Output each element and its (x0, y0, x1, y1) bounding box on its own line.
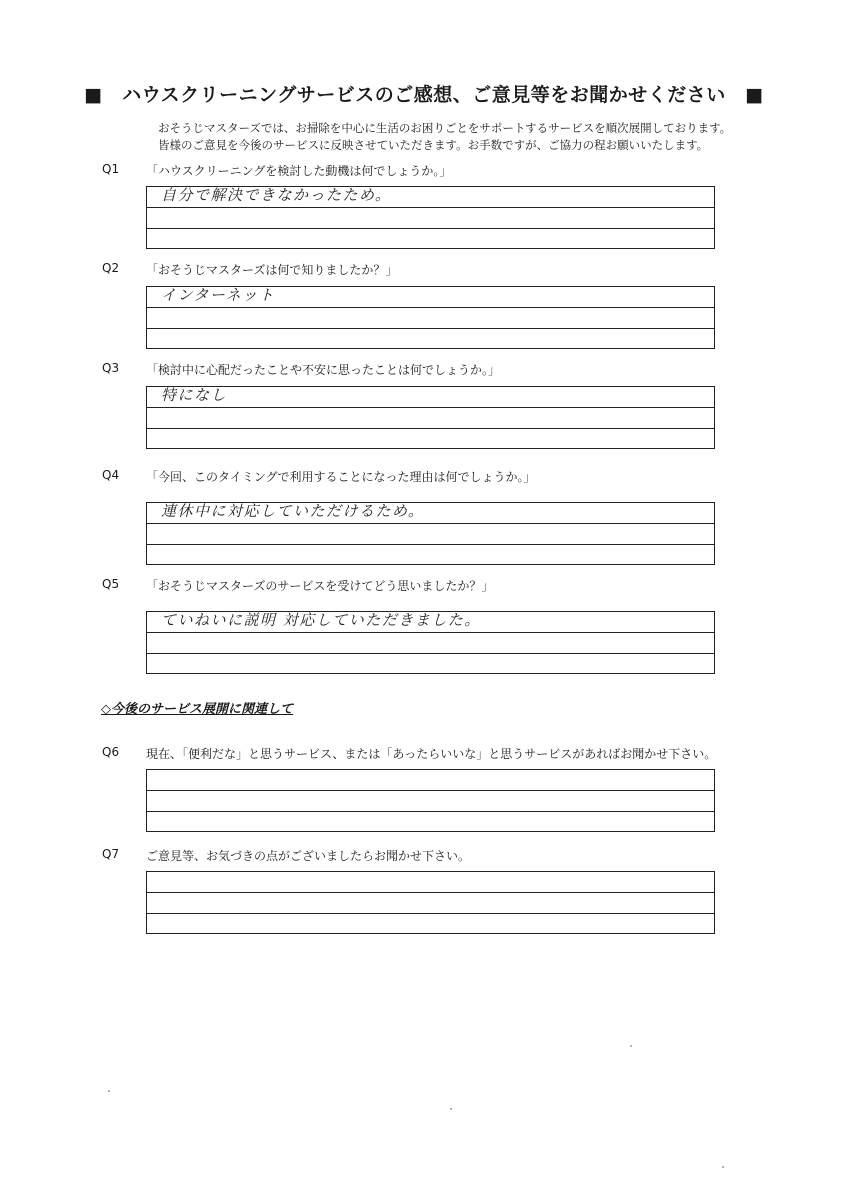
answer-box[interactable] (146, 502, 715, 565)
question-text: 「今回、このタイミングで利用することになった理由は何でしょうか。」 (146, 470, 536, 484)
question-text: 「おそうじマスターズは何で知りましたか？」 (146, 263, 398, 277)
answer-rule (147, 328, 714, 329)
answer-rule (147, 307, 714, 308)
question-number: Q4 (102, 468, 120, 482)
question-number: Q2 (102, 261, 120, 275)
answer-rule (147, 207, 714, 208)
question-number: Q5 (102, 577, 120, 591)
answer-rule (147, 544, 714, 545)
answer-box[interactable] (146, 611, 715, 674)
question-text: 「おそうじマスターズのサービスを受けてどう思いましたか？」 (146, 579, 494, 593)
answer-box[interactable] (146, 769, 715, 832)
question-number: Q3 (102, 361, 120, 375)
question-text: 「ハウスクリーニングを検討した動機は何でしょうか。」 (146, 164, 452, 178)
handwritten-answer: 自分で解決できなかったため。 (161, 186, 392, 204)
answer-rule (147, 632, 714, 633)
answer-box[interactable] (146, 186, 715, 249)
scan-speck (630, 1045, 632, 1047)
answer-rule (147, 428, 714, 429)
handwritten-answer: 特になし (161, 386, 228, 404)
question-text: 現在、「便利だな」と思うサービス、または「あったらいいな」と思うサービスがあればお聞かせ下さい。 (146, 747, 717, 761)
answer-rule (147, 523, 714, 524)
answer-rule (147, 892, 714, 893)
scan-speck (108, 1090, 110, 1092)
answer-rule (147, 811, 714, 812)
answer-rule (147, 653, 714, 654)
handwritten-answer: ていねいに説明 対応していただきました。 (161, 611, 481, 629)
answer-box[interactable] (146, 871, 715, 934)
answer-box[interactable] (146, 286, 715, 349)
scan-speck (450, 1108, 452, 1110)
handwritten-answer: インターネット (161, 286, 276, 304)
answer-rule (147, 228, 714, 229)
answer-rule (147, 790, 714, 791)
question-number: Q6 (102, 745, 120, 759)
question-text: ご意見等、お気づきの点がございましたらお聞かせ下さい。 (146, 849, 471, 863)
answer-rule (147, 407, 714, 408)
page-title: ■ ハウスクリーニングサービスのご感想、ご意見等をお聞かせください ■ (84, 84, 764, 106)
answer-rule (147, 913, 714, 914)
intro-line-2: 皆様のご意見を今後のサービスに反映させていただきます。お手数ですが、ご協力の程お願いいたします。 (158, 138, 709, 152)
handwritten-answer: 連休中に対応していただけるため。 (161, 502, 425, 520)
question-number: Q7 (102, 847, 120, 861)
answer-box[interactable] (146, 386, 715, 449)
section-heading: ◇今後のサービス展開に関連して (101, 702, 293, 717)
question-number: Q1 (102, 162, 120, 176)
intro-line-1: おそうじマスターズでは、お掃除を中心に生活のお困りごとをサポートするサービスを順次展開しております。 (158, 121, 732, 135)
question-text: 「検討中に心配だったことや不安に思ったことは何でしょうか。」 (146, 363, 501, 377)
scan-speck (722, 1166, 724, 1168)
